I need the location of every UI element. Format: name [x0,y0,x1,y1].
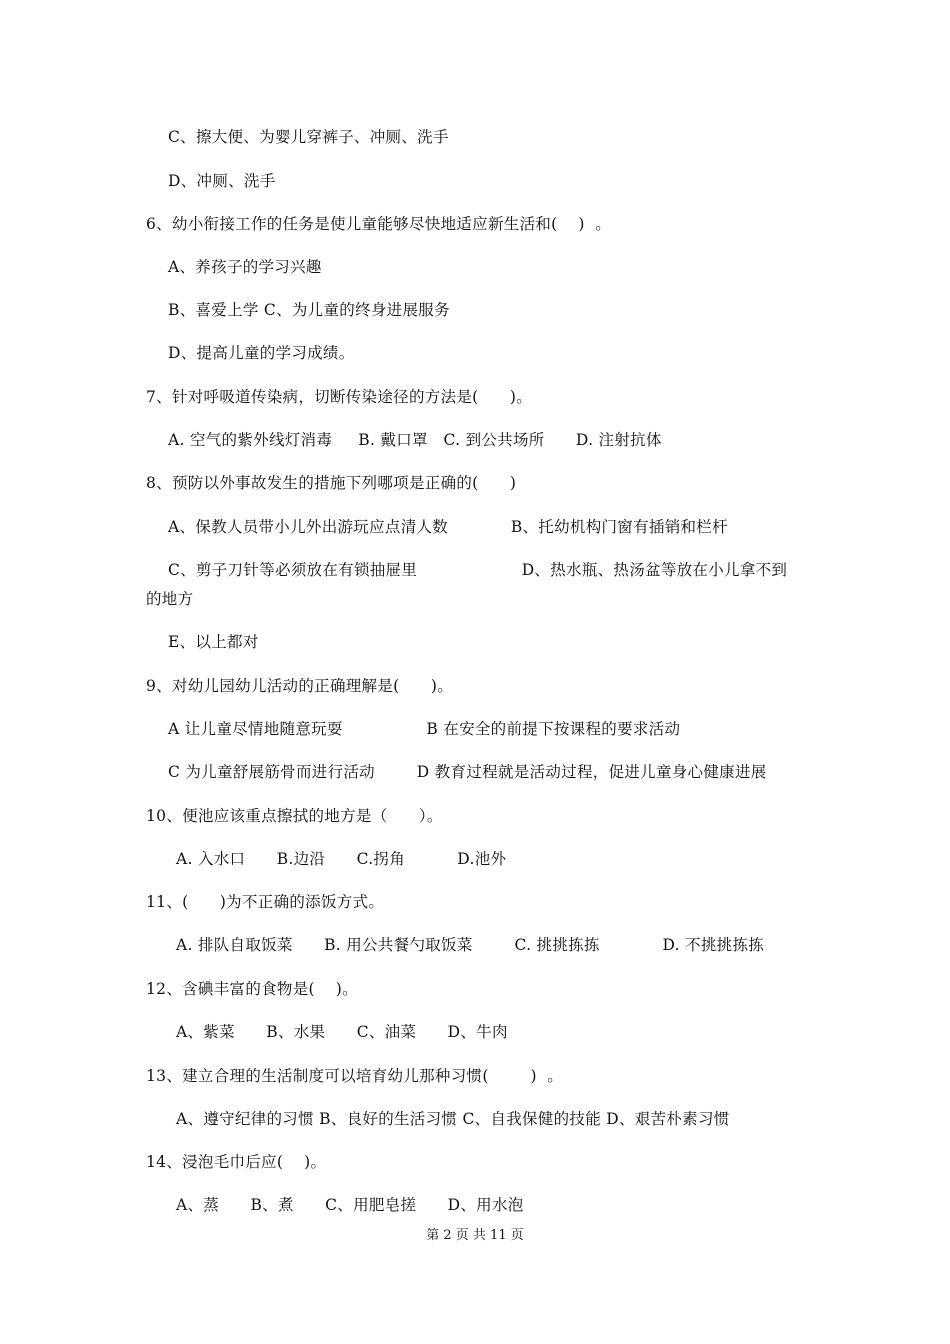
option-6a: A、养孩子的学习兴趣 [168,258,322,276]
options-8cd: C、剪子刀针等必须放在有锁抽屉里 D、热水瓶、热汤盆等放在小儿拿不到 [168,561,788,579]
option-6d: D、提高儿童的学习成绩。 [168,344,355,362]
options-10: A. 入水口 B.边沿 C.拐角 D.池外 [176,850,507,868]
question-8: 8、预防以外事故发生的措施下列哪项是正确的( ) [146,474,517,492]
question-13: 13、建立合理的生活制度可以培育幼儿那种习惯( ) 。 [146,1067,564,1085]
question-12: 12、含碘丰富的食物是( )。 [146,980,358,998]
option-8e: E、以上都对 [168,633,259,651]
options-9cd: C 为儿童舒展筋骨而进行活动 D 教育过程就是活动过程，促进儿童身心健康进展 [168,763,767,781]
page-footer: 第 2 页 共 11 页 [426,1228,524,1243]
options-11: A. 排队自取饭菜 B. 用公共餐勺取饭菜 C. 挑挑拣拣 D. 不挑挑拣拣 [176,936,765,954]
options-13: A、遵守纪律的习惯 B、良好的生活习惯 C、自我保健的技能 D、艰苦朴素习惯 [176,1110,730,1128]
options-7: A. 空气的紫外线灯消毒 B. 戴口罩 C. 到公共场所 D. 注射抗体 [168,431,662,449]
options-8d-continued: 的地方 [146,590,194,608]
option-5c: C、擦大便、为婴儿穿裤子、冲厕、洗手 [168,128,449,146]
question-11: 11、( )为不正确的添饭方式。 [146,893,385,911]
options-8ab: A、保教人员带小儿外出游玩应点清人数 B、托幼机构门窗有插销和栏杆 [168,518,728,536]
option-6bc: B、喜爱上学 C、为儿童的终身进展服务 [168,301,450,319]
options-9ab: A 让儿童尽情地随意玩耍 B 在安全的前提下按课程的要求活动 [168,720,681,738]
question-7: 7、针对呼吸道传染病，切断传染途径的方法是( )。 [146,388,533,406]
question-14: 14、浸泡毛巾后应( )。 [146,1153,327,1171]
question-6: 6、幼小衔接工作的任务是使儿童能够尽快地适应新生活和( ) 。 [146,215,612,233]
options-14: A、蒸 B、煮 C、用肥皂搓 D、用水泡 [176,1196,524,1214]
question-10: 10、便池应该重点擦拭的地方是（ ）。 [146,807,443,825]
question-9: 9、对幼儿园幼儿活动的正确理解是( )。 [146,677,454,695]
options-12: A、紫菜 B、水果 C、油菜 D、牛肉 [176,1023,508,1041]
option-5d: D、冲厕、洗手 [168,172,276,190]
